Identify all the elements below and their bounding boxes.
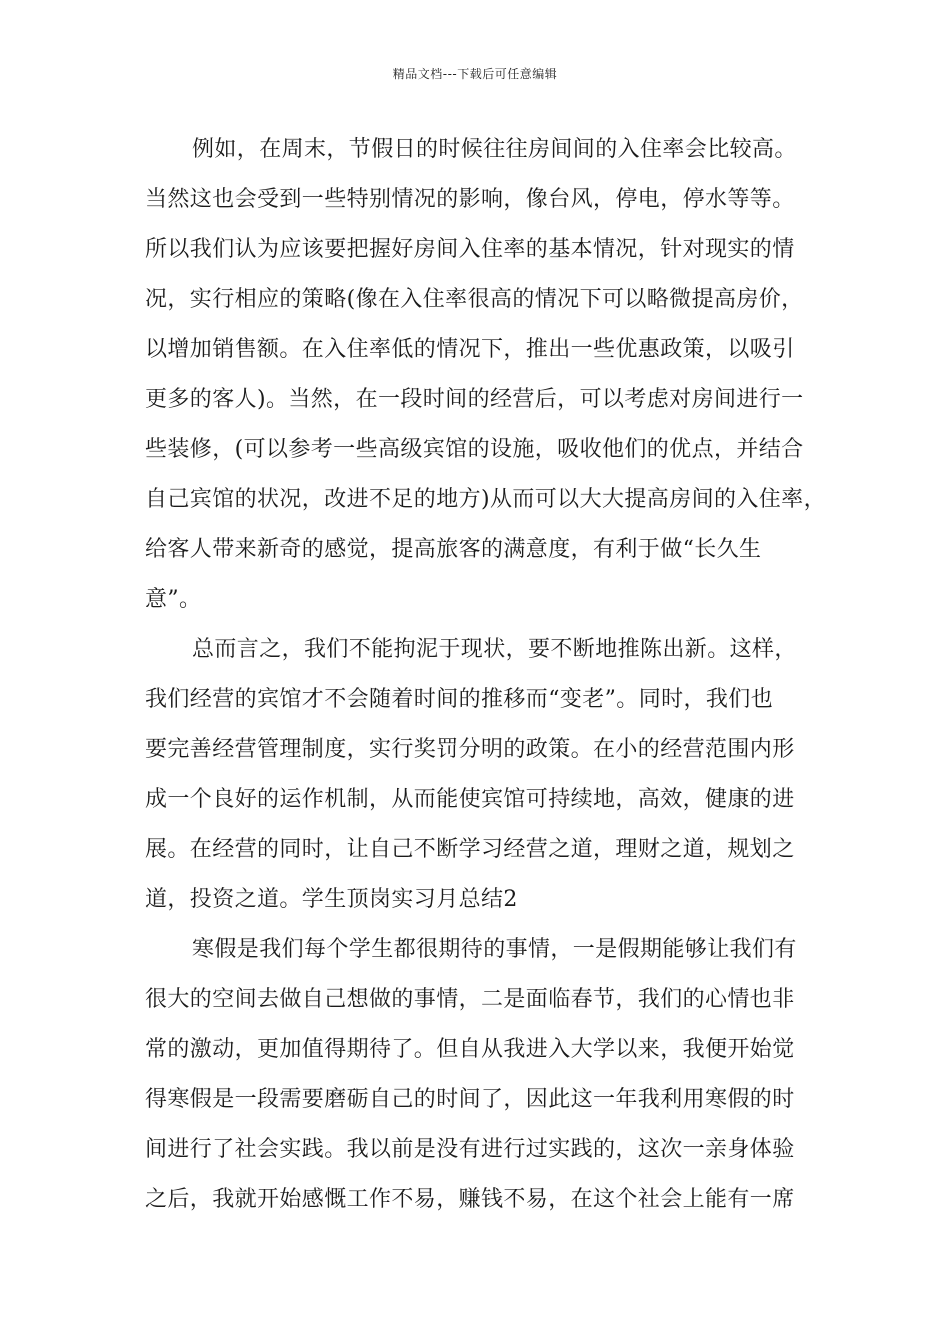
- text-line: 况，实行相应的策略(像在入住率很高的情况下可以略微提高房价，: [145, 287, 804, 312]
- text-line: 常的激动，更加值得期待了。但自从我进入大学以来，我便开始觉: [145, 1037, 795, 1062]
- text-line: 道，投资之道。学生顶岗实习月总结2: [145, 887, 518, 912]
- text-line: 意”。: [145, 587, 202, 612]
- text-line: 当然这也会受到一些特别情况的影响，像台风，停电，停水等等。: [145, 187, 795, 212]
- text-line: 得寒假是一段需要磨砺自己的时间了，因此这一年我利用寒假的时: [145, 1087, 795, 1112]
- text-line: 寒假是我们每个学生都很期待的事情，一是假期能够让我们有: [192, 937, 797, 962]
- text-line: 成一个良好的运作机制，从而能使宾馆可持续地，高效，健康的进: [145, 787, 795, 812]
- text-line: 很大的空间去做自己想做的事情，二是面临春节，我们的心情也非: [145, 987, 795, 1012]
- text-line: 所以我们认为应该要把握好房间入住率的基本情况，针对现实的情: [145, 237, 795, 262]
- text-line: 自己宾馆的状况，改进不足的地方)从而可以大大提高房间的入住率，: [145, 487, 826, 512]
- text-line: 以增加销售额。在入住率低的情况下，推出一些优惠政策，以吸引: [145, 337, 795, 362]
- text-line: 我们经营的宾馆才不会随着时间的推移而“变老”。同时，我们也: [145, 687, 774, 712]
- text-line: 更多的客人)。当然，在一段时间的经营后，可以考虑对房间进行一: [145, 387, 804, 412]
- text-line: 要完善经营管理制度，实行奖罚分明的政策。在小的经营范围内形: [145, 737, 795, 762]
- text-line: 展。在经营的同时，让自己不断学习经营之道，理财之道，规划之: [145, 837, 795, 862]
- text-line: 之后，我就开始感慨工作不易，赚钱不易，在这个社会上能有一席: [145, 1187, 795, 1212]
- text-line: 例如，在周末，节假日的时候往往房间间的入住率会比较高。: [192, 137, 797, 162]
- text-line: 间进行了社会实践。我以前是没有进行过实践的，这次一亲身体验: [145, 1137, 795, 1162]
- text-line: 给客人带来新奇的感觉，提高旅客的满意度，有利于做“长久生: [145, 537, 762, 562]
- text-line: 些装修，(可以参考一些高级宾馆的设施，吸收他们的优点，并结合: [145, 437, 804, 462]
- page-header: 精品文档---下载后可任意编辑: [392, 67, 558, 81]
- text-line: 总而言之，我们不能拘泥于现状，要不断地推陈出新。这样，: [192, 637, 797, 662]
